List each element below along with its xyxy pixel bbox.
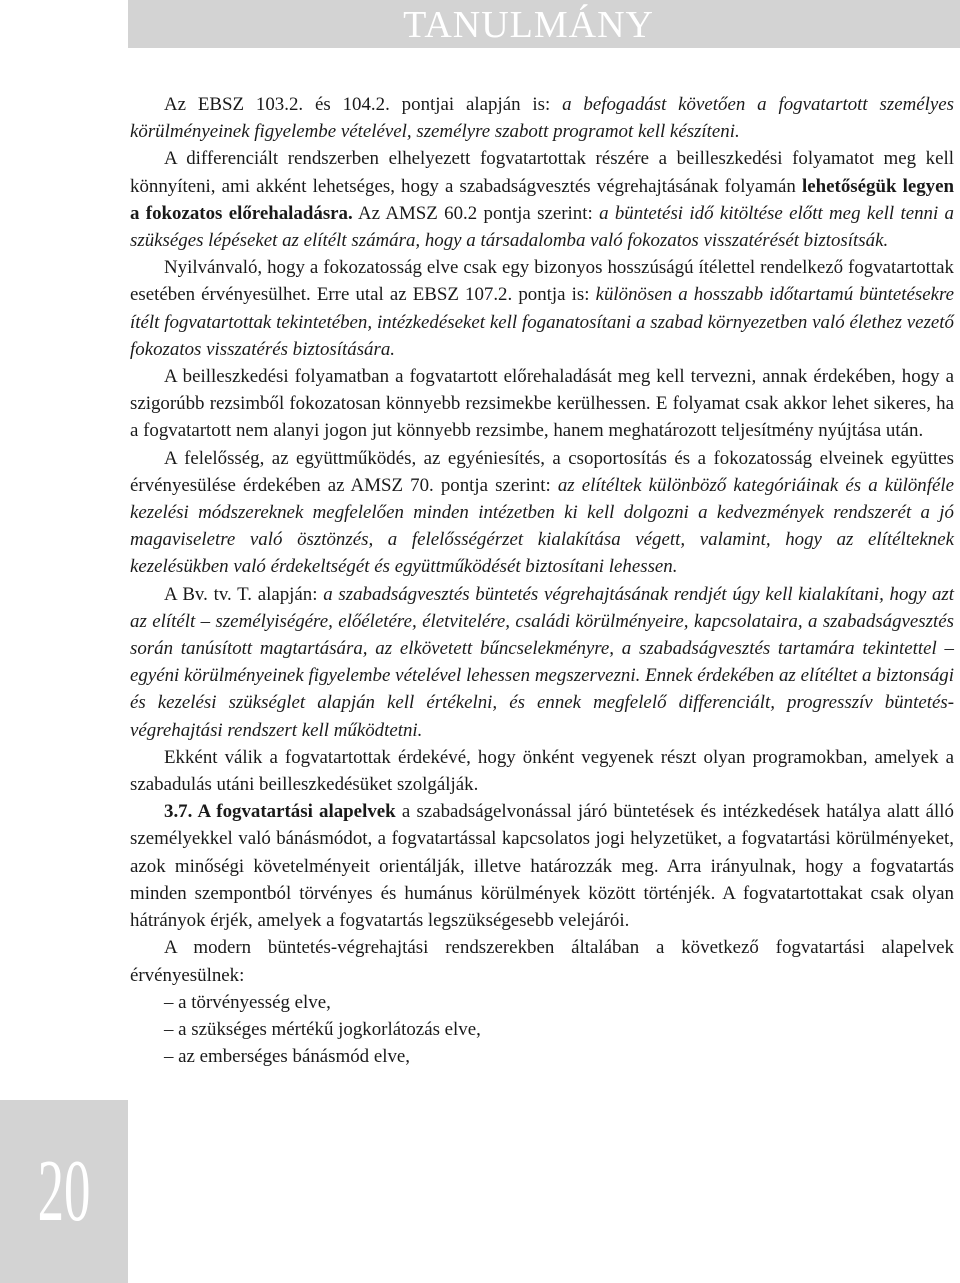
text-run: Az EBSZ 103.2. és 104.2. pontjai alapján is: xyxy=(164,94,563,115)
paragraph xyxy=(130,934,954,988)
paragraph xyxy=(130,363,954,445)
text-run-bold: lehetőségük legyen a fokozatos előrehaladásra. xyxy=(130,175,954,224)
text-run: A Bv. tv. T. alapján: xyxy=(164,583,324,605)
list-item: – az emberséges bánásmód elve, xyxy=(164,1046,411,1068)
paragraph xyxy=(130,744,954,798)
body-text xyxy=(130,91,954,1070)
text-run: Ekként válik a fogvatartottak érdekévé, hogy önként vegyenek részt olyan programokban, amelyek a szabadulás utáni beilleszkedésüket szolgálják. xyxy=(130,746,954,796)
section-heading: 3.7. A fogvatartási alapelvek xyxy=(164,801,396,823)
paragraph xyxy=(130,254,954,363)
text-run-italic: a büntetési idő kitöltése előtt meg kell tenni a szükséges lépéseket az elítélt számára, hogy a társadalomba való fokozatos visszatérését biztosítsák. xyxy=(130,202,955,252)
paragraph xyxy=(130,581,954,744)
paragraph xyxy=(130,91,954,145)
text-run: A differenciált rendszerben elhelyezett fogvatartottak részére a beilleszkedési folyamatot meg kell könnyíteni, ami akként lehetséges, hogy a szabadságvesztés végrehajtásának folyamán xyxy=(130,148,954,197)
text-run: A modern büntetés-végrehajtási rendszerekben általában a következő fogvatartási alapelvek érvényesülnek: xyxy=(130,937,954,986)
paragraph xyxy=(130,145,954,254)
text-run: A felelősség, az együttműködés, az egyéniesítés, a csoportosítás és a fokozatosság elveinek együttes érvényesülése érdekében az AMSZ 70. pontja szerint: xyxy=(130,447,954,496)
text-run-italic: a befogadást követően a fogvatartott személyes körülményeinek figyelembe vételével, személyre szabott programot kell készíteni. xyxy=(130,94,954,143)
header-band xyxy=(128,0,960,48)
list-item: – a törvényesség elve, xyxy=(164,991,331,1013)
text-run-italic: az elítéltek különböző kategóriáinak és a különféle kezelési módszereknek megfelelően minden intézetben ki kell dolgozni a kedvezmények rendszerét a jó magaviseletre való ösztönzés, a felelősségérzet kialakítása végett, valamint, hogy az elítélteknek kezelésükben való érdekeltségét és együttműködését biztosítani lehessen. xyxy=(130,474,954,578)
page-number-tab xyxy=(0,1100,128,1283)
section-paragraph xyxy=(130,798,954,934)
text-run: Az AMSZ 60.2 pontja szerint: xyxy=(352,202,600,224)
text-run-italic: a szabadságvesztés büntetés végrehajtásának rendjét úgy kell kialakítani, hogy azt az elítélt – személyiségére, előéletére, életvitelére, családi körülményeire, kapcsolataira, a szabadságvesztés során tanúsított magtartására, az elkövetett bűncselekményre, a szabadságvesztés tartamára tekintettel – egyéni körülményeinek figyelembe vételével lehessen megszervezni. Ennek érdekében az elítéltet a biztonsági és kezelési szükséglet alapján kell értékelni, és ennek megfelelő differenciált, progresszív büntetés-végrehajtási rendszert kell működtetni. xyxy=(130,583,955,741)
text-run: a szabadságelvonással járó büntetések és intézkedések hatálya alatt álló személyekkel való bánásmódot, a fogvatartással kapcsolatos jogi helyzetüket, a fogvatartási körülményeket, azok minőségi követelményeit orientálják, illetve határozzák meg. Arra irányulnak, hogy a fogvatartás minden szempontból törvényes és humánus körülmények között történjék. A fogvatartottakat csak olyan hátrányok érjék, amelyek a fogvatartás legszükségesebb velejárói. xyxy=(130,801,954,932)
text-run-italic: különösen a hosszabb időtartamú büntetésekre ítélt fogvatartottak tekintetében, intézkedéseket kell foganatosítani a szabad környezetben való élethez vezető fokozatos visszatérés biztosítására. xyxy=(130,284,954,360)
page-number: 20 xyxy=(37,1142,91,1240)
section-title: TANULMÁNY xyxy=(403,4,654,46)
paragraph xyxy=(130,445,954,581)
text-run: Nyilvánvaló, hogy a fokozatosság elve csak egy bizonyos hosszúságú ítélettel rendelkező fogvatartottak esetében érvényesülhet. Erre utal az EBSZ 107.2. pontja is: xyxy=(130,257,954,306)
list-item: – a szükséges mértékű jogkorlátozás elve, xyxy=(164,1018,481,1040)
text-run: A beilleszkedési folyamatban a fogvatartott előrehaladását meg kell tervezni, annak érdekében, hogy a szigorúbb rezsimből fokozatosan könnyebb rezsimekbe kerülhessen. E folyamat csak akkor lehet sikeres, ha a fogvatartott nem alanyi jogon jut könnyebb rezsimbe, hanem meghatározott teljesítmény nyújtása után. xyxy=(130,366,954,442)
